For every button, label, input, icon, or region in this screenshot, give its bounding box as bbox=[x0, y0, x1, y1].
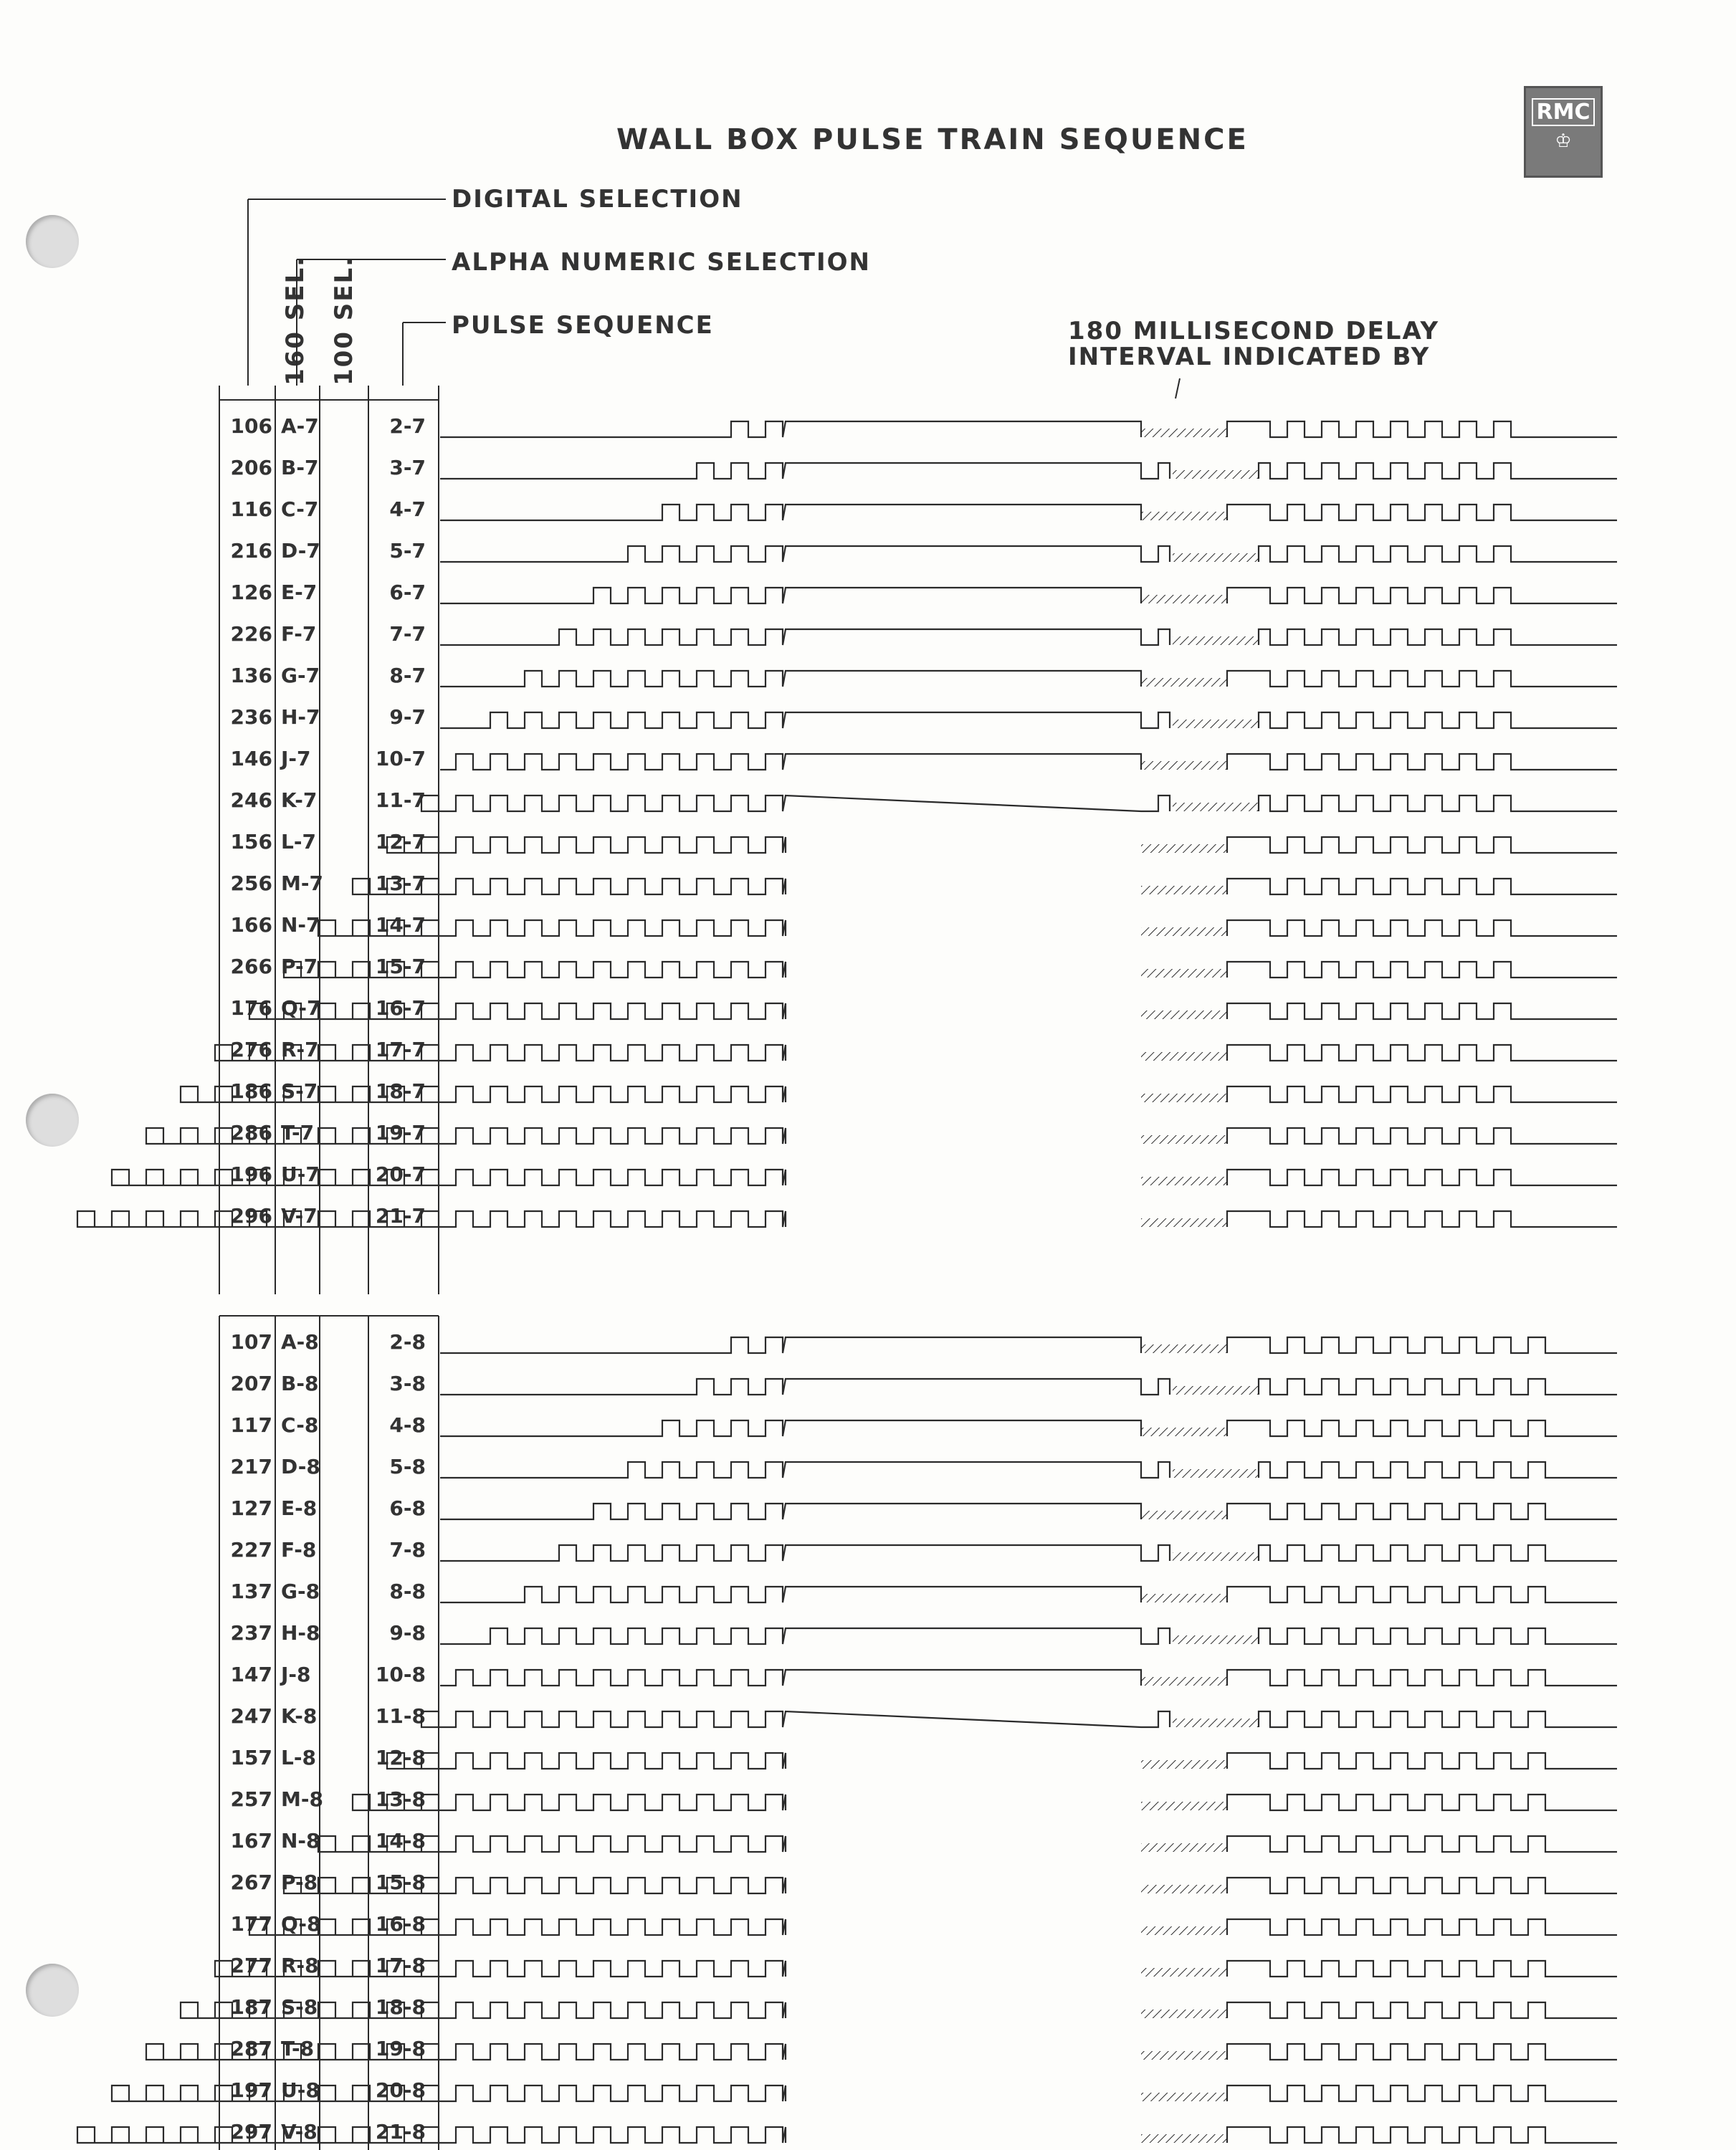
row-pulse-cell: 4-8 bbox=[389, 1413, 426, 1437]
logo-text: RMC bbox=[1532, 98, 1595, 126]
row-alpha-cell: D-8 bbox=[281, 1455, 320, 1478]
row-pulse-cell: 2-7 bbox=[389, 414, 426, 438]
row-pulse-cell: 21-8 bbox=[375, 2120, 426, 2144]
row-pulse-cell: 10-7 bbox=[375, 747, 426, 770]
row-digital-cell: 186 bbox=[230, 1079, 272, 1103]
delay-hatch bbox=[1141, 1843, 1227, 1852]
sel-100-header: 100 SEL. bbox=[330, 255, 358, 386]
row-alpha-cell: A-8 bbox=[281, 1330, 319, 1354]
row-pulse-cell: 3-8 bbox=[389, 1372, 426, 1395]
second-train-2-8 bbox=[1227, 1337, 1617, 1353]
pulse-train-8-8 bbox=[440, 1587, 1141, 1602]
delay-hatch bbox=[1173, 553, 1259, 562]
pulse-train-7-8 bbox=[440, 1545, 1170, 1561]
second-train-7-8 bbox=[1259, 1545, 1617, 1561]
second-train-5-7 bbox=[1259, 546, 1617, 562]
row-pulse-cell: 7-8 bbox=[389, 1538, 426, 1562]
delay-hatch bbox=[1141, 1218, 1227, 1227]
row-pulse-cell: 20-7 bbox=[375, 1162, 426, 1186]
row-alpha-cell: L-8 bbox=[281, 1746, 316, 1769]
pulse-train-11-8 bbox=[421, 1711, 1170, 1727]
delay-hatch bbox=[1173, 1719, 1259, 1727]
row-digital-cell: 196 bbox=[230, 1162, 272, 1186]
delay-hatch bbox=[1141, 1885, 1227, 1893]
row-digital-cell: 287 bbox=[230, 2037, 272, 2060]
row-pulse-cell: 16-7 bbox=[375, 996, 426, 1020]
row-digital-cell: 107 bbox=[230, 1330, 272, 1354]
row-alpha-cell: S-7 bbox=[281, 1079, 318, 1103]
pulse-train-12-8 bbox=[387, 1753, 786, 1769]
second-train-16-7 bbox=[1227, 1003, 1617, 1019]
pulse-train-10-8 bbox=[440, 1670, 1141, 1686]
delay-hatch bbox=[1173, 1469, 1259, 1478]
row-alpha-cell: R-7 bbox=[281, 1038, 319, 1061]
row-digital-cell: 207 bbox=[230, 1372, 272, 1395]
second-train-13-7 bbox=[1227, 879, 1617, 894]
row-pulse-cell: 6-7 bbox=[389, 580, 426, 604]
page-title: WALL BOX PULSE TRAIN SEQUENCE bbox=[616, 123, 1249, 156]
second-train-20-8 bbox=[1227, 2086, 1617, 2101]
row-alpha-cell: R-8 bbox=[281, 1954, 319, 1977]
row-digital-cell: 187 bbox=[230, 1995, 272, 2019]
delay-note-line2: INTERVAL INDICATED BY bbox=[1068, 343, 1431, 371]
pulse-train-4-7 bbox=[440, 505, 1141, 520]
delay-note-line1: 180 MILLISECOND DELAY bbox=[1068, 317, 1440, 345]
delay-hatch bbox=[1141, 927, 1227, 936]
row-alpha-cell: U-8 bbox=[281, 2078, 320, 2102]
row-digital-cell: 166 bbox=[230, 913, 272, 937]
second-train-15-8 bbox=[1227, 1878, 1617, 1893]
row-alpha-cell: B-8 bbox=[281, 1372, 319, 1395]
row-digital-cell: 117 bbox=[230, 1413, 272, 1437]
delay-hatch bbox=[1173, 720, 1259, 728]
alpha-numeric-header: ALPHA NUMERIC SELECTION bbox=[452, 248, 872, 277]
pulse-train-10-7 bbox=[440, 754, 1141, 770]
row-pulse-cell: 16-8 bbox=[375, 1912, 426, 1936]
delay-hatch bbox=[1141, 2134, 1227, 2143]
row-digital-cell: 267 bbox=[230, 1870, 272, 1894]
row-alpha-cell: T-7 bbox=[281, 1121, 315, 1145]
second-train-14-8 bbox=[1227, 1836, 1617, 1852]
row-pulse-cell: 15-8 bbox=[375, 1870, 426, 1894]
row-pulse-cell: 17-7 bbox=[375, 1038, 426, 1061]
second-train-16-8 bbox=[1227, 1919, 1617, 1935]
pulse-train-3-7 bbox=[440, 463, 1170, 479]
delay-hatch bbox=[1141, 969, 1227, 978]
row-digital-cell: 197 bbox=[230, 2078, 272, 2102]
pulse-sequence-header: PULSE SEQUENCE bbox=[452, 311, 714, 340]
row-digital-cell: 167 bbox=[230, 1829, 272, 1853]
row-digital-cell: 217 bbox=[230, 1455, 272, 1478]
second-train-8-7 bbox=[1227, 671, 1617, 687]
second-train-19-8 bbox=[1227, 2044, 1617, 2060]
pulse-train-19-8 bbox=[146, 2044, 786, 2060]
row-pulse-cell: 7-7 bbox=[389, 622, 426, 646]
second-train-13-8 bbox=[1227, 1795, 1617, 1810]
pulse-train-16-7 bbox=[249, 1003, 786, 1019]
delay-hatch bbox=[1173, 636, 1259, 645]
row-digital-cell: 256 bbox=[230, 871, 272, 895]
pulse-train-2-7 bbox=[440, 421, 1141, 437]
row-pulse-cell: 9-8 bbox=[389, 1621, 426, 1645]
pulse-train-5-8 bbox=[440, 1462, 1170, 1478]
second-train-10-8 bbox=[1227, 1670, 1617, 1686]
delay-hatch bbox=[1141, 512, 1227, 520]
pulse-train-6-7 bbox=[440, 588, 1141, 603]
row-digital-cell: 257 bbox=[230, 1787, 272, 1811]
row-pulse-cell: 8-7 bbox=[389, 664, 426, 687]
row-digital-cell: 137 bbox=[230, 1580, 272, 1603]
row-alpha-cell: K-8 bbox=[281, 1704, 318, 1728]
pulse-train-15-8 bbox=[284, 1878, 786, 1893]
row-digital-cell: 277 bbox=[230, 1954, 272, 1977]
row-pulse-cell: 4-7 bbox=[389, 497, 426, 521]
second-train-11-7 bbox=[1259, 796, 1617, 811]
row-digital-cell: 127 bbox=[230, 1496, 272, 1520]
row-pulse-cell: 21-7 bbox=[375, 1204, 426, 1228]
delay-hatch bbox=[1141, 1344, 1227, 1353]
delay-hatch bbox=[1141, 678, 1227, 687]
pulse-train-7-7 bbox=[440, 629, 1170, 645]
second-train-4-7 bbox=[1227, 505, 1617, 520]
pulse-train-21-8 bbox=[77, 2127, 786, 2143]
row-digital-cell: 237 bbox=[230, 1621, 272, 1645]
row-pulse-cell: 3-7 bbox=[389, 456, 426, 479]
row-alpha-cell: J-8 bbox=[281, 1663, 311, 1686]
pulse-train-2-8 bbox=[440, 1337, 1141, 1353]
pulse-train-5-7 bbox=[440, 546, 1170, 562]
row-pulse-cell: 10-8 bbox=[375, 1663, 426, 1686]
delay-hatch bbox=[1173, 1386, 1259, 1395]
delay-hatch bbox=[1141, 1177, 1227, 1185]
sel-160-header: 160 SEL. bbox=[281, 255, 310, 386]
row-pulse-cell: 15-7 bbox=[375, 955, 426, 978]
second-train-9-7 bbox=[1259, 712, 1617, 728]
row-pulse-cell: 13-7 bbox=[375, 871, 426, 895]
second-train-11-8 bbox=[1259, 1711, 1617, 1727]
delay-hatch bbox=[1141, 2010, 1227, 2018]
second-train-21-7 bbox=[1227, 1211, 1617, 1227]
row-digital-cell: 216 bbox=[230, 539, 272, 563]
row-digital-cell: 116 bbox=[230, 497, 272, 521]
row-digital-cell: 247 bbox=[230, 1704, 272, 1728]
row-digital-cell: 276 bbox=[230, 1038, 272, 1061]
second-train-6-8 bbox=[1227, 1504, 1617, 1519]
second-train-3-8 bbox=[1259, 1379, 1617, 1395]
row-digital-cell: 286 bbox=[230, 1121, 272, 1145]
pulse-train-19-7 bbox=[146, 1128, 786, 1144]
row-pulse-cell: 6-8 bbox=[389, 1496, 426, 1520]
row-alpha-cell: K-7 bbox=[281, 788, 318, 812]
row-digital-cell: 156 bbox=[230, 830, 272, 854]
row-alpha-cell: E-8 bbox=[281, 1496, 318, 1520]
row-alpha-cell: L-7 bbox=[281, 830, 316, 854]
row-digital-cell: 176 bbox=[230, 996, 272, 1020]
row-alpha-cell: N-8 bbox=[281, 1829, 320, 1853]
pulse-train-20-8 bbox=[112, 2086, 786, 2101]
row-digital-cell: 236 bbox=[230, 705, 272, 729]
row-alpha-cell: F-8 bbox=[281, 1538, 317, 1562]
row-alpha-cell: M-7 bbox=[281, 871, 323, 895]
row-alpha-cell: Q-7 bbox=[281, 996, 321, 1020]
row-pulse-cell: 18-7 bbox=[375, 1079, 426, 1103]
second-train-6-7 bbox=[1227, 588, 1617, 603]
row-alpha-cell: C-8 bbox=[281, 1413, 319, 1437]
pulse-train-3-8 bbox=[440, 1379, 1170, 1395]
row-alpha-cell: V-8 bbox=[281, 2120, 318, 2144]
second-train-21-8 bbox=[1227, 2127, 1617, 2143]
row-pulse-cell: 18-8 bbox=[375, 1995, 426, 2019]
second-train-20-7 bbox=[1227, 1170, 1617, 1185]
row-digital-cell: 177 bbox=[230, 1912, 272, 1936]
pulse-train-20-7 bbox=[112, 1170, 786, 1185]
row-alpha-cell: P-8 bbox=[281, 1870, 318, 1894]
row-pulse-cell: 8-8 bbox=[389, 1580, 426, 1603]
row-digital-cell: 136 bbox=[230, 664, 272, 687]
second-train-3-7 bbox=[1259, 463, 1617, 479]
row-alpha-cell: D-7 bbox=[281, 539, 320, 563]
row-alpha-cell: J-7 bbox=[281, 747, 311, 770]
pulse-train-13-8 bbox=[353, 1795, 786, 1810]
row-pulse-cell: 19-8 bbox=[375, 2037, 426, 2060]
delay-hatch bbox=[1141, 1968, 1227, 1977]
crown-icon: ♔ bbox=[1555, 130, 1572, 152]
delay-hatch bbox=[1141, 1594, 1227, 1602]
second-train-18-8 bbox=[1227, 2002, 1617, 2018]
second-train-9-8 bbox=[1259, 1628, 1617, 1644]
row-digital-cell: 227 bbox=[230, 1538, 272, 1562]
second-train-10-7 bbox=[1227, 754, 1617, 770]
delay-hatch bbox=[1141, 2093, 1227, 2101]
row-alpha-cell: U-7 bbox=[281, 1162, 320, 1186]
row-pulse-cell: 12-7 bbox=[375, 830, 426, 854]
pulse-train-21-7 bbox=[77, 1211, 786, 1227]
delay-hatch bbox=[1141, 1677, 1227, 1686]
row-alpha-cell: E-7 bbox=[281, 580, 318, 604]
second-train-7-7 bbox=[1259, 629, 1617, 645]
delay-hatch bbox=[1141, 761, 1227, 770]
row-digital-cell: 147 bbox=[230, 1663, 272, 1686]
row-pulse-cell: 20-8 bbox=[375, 2078, 426, 2102]
pulse-train-14-8 bbox=[318, 1836, 786, 1852]
second-train-17-8 bbox=[1227, 1961, 1617, 1977]
second-train-12-8 bbox=[1227, 1753, 1617, 1769]
delay-hatch bbox=[1141, 2051, 1227, 2060]
row-pulse-cell: 17-8 bbox=[375, 1954, 426, 1977]
delay-hatch bbox=[1141, 595, 1227, 603]
header-bracket-line-6 bbox=[1175, 378, 1180, 398]
row-pulse-cell: 13-8 bbox=[375, 1787, 426, 1811]
pulse-train-16-8 bbox=[249, 1919, 786, 1935]
delay-hatch bbox=[1173, 1552, 1259, 1561]
pulse-train-14-7 bbox=[318, 920, 786, 936]
row-alpha-cell: G-8 bbox=[281, 1580, 320, 1603]
pulse-train-6-8 bbox=[440, 1504, 1141, 1519]
row-alpha-cell: P-7 bbox=[281, 955, 318, 978]
second-train-8-8 bbox=[1227, 1587, 1617, 1602]
second-train-14-7 bbox=[1227, 920, 1617, 936]
pulse-train-12-7 bbox=[387, 837, 786, 853]
delay-hatch bbox=[1141, 429, 1227, 437]
row-digital-cell: 226 bbox=[230, 622, 272, 646]
pulse-train-18-8 bbox=[181, 2002, 786, 2018]
row-digital-cell: 297 bbox=[230, 2120, 272, 2144]
row-alpha-cell: M-8 bbox=[281, 1787, 323, 1811]
row-digital-cell: 296 bbox=[230, 1204, 272, 1228]
row-digital-cell: 157 bbox=[230, 1746, 272, 1769]
row-pulse-cell: 5-8 bbox=[389, 1455, 426, 1478]
second-train-4-8 bbox=[1227, 1420, 1617, 1436]
row-alpha-cell: F-7 bbox=[281, 622, 317, 646]
row-alpha-cell: H-8 bbox=[281, 1621, 320, 1645]
delay-hatch bbox=[1141, 1094, 1227, 1102]
delay-hatch bbox=[1141, 1428, 1227, 1436]
row-pulse-cell: 9-7 bbox=[389, 705, 426, 729]
row-alpha-cell: V-7 bbox=[281, 1204, 318, 1228]
row-alpha-cell: A-7 bbox=[281, 414, 319, 438]
row-pulse-cell: 11-8 bbox=[375, 1704, 426, 1728]
delay-hatch bbox=[1141, 1052, 1227, 1061]
second-train-15-7 bbox=[1227, 962, 1617, 978]
row-pulse-cell: 14-8 bbox=[375, 1829, 426, 1853]
second-train-12-7 bbox=[1227, 837, 1617, 853]
row-digital-cell: 106 bbox=[230, 414, 272, 438]
delay-hatch bbox=[1173, 803, 1259, 811]
row-pulse-cell: 2-8 bbox=[389, 1330, 426, 1354]
delay-hatch bbox=[1141, 1760, 1227, 1769]
second-train-2-7 bbox=[1227, 421, 1617, 437]
delay-hatch bbox=[1173, 1635, 1259, 1644]
row-digital-cell: 246 bbox=[230, 788, 272, 812]
row-pulse-cell: 19-7 bbox=[375, 1121, 426, 1145]
row-pulse-cell: 5-7 bbox=[389, 539, 426, 563]
pulse-train-13-7 bbox=[353, 879, 786, 894]
delay-hatch bbox=[1141, 1802, 1227, 1810]
row-digital-cell: 126 bbox=[230, 580, 272, 604]
delay-hatch bbox=[1173, 470, 1259, 479]
second-train-19-7 bbox=[1227, 1128, 1617, 1144]
pulse-train-18-7 bbox=[181, 1086, 786, 1102]
pulse-train-17-8 bbox=[215, 1961, 786, 1977]
delay-hatch bbox=[1141, 1010, 1227, 1019]
pulse-train-17-7 bbox=[215, 1045, 786, 1061]
delay-hatch bbox=[1141, 886, 1227, 894]
second-train-17-7 bbox=[1227, 1045, 1617, 1061]
delay-hatch bbox=[1141, 1135, 1227, 1144]
row-pulse-cell: 12-8 bbox=[375, 1746, 426, 1769]
digital-selection-header: DIGITAL SELECTION bbox=[452, 185, 743, 214]
row-pulse-cell: 11-7 bbox=[375, 788, 426, 812]
pulse-train-8-7 bbox=[440, 671, 1141, 687]
second-train-18-7 bbox=[1227, 1086, 1617, 1102]
row-alpha-cell: G-7 bbox=[281, 664, 320, 687]
second-train-5-8 bbox=[1259, 1462, 1617, 1478]
pulse-train-9-7 bbox=[440, 712, 1170, 728]
row-digital-cell: 146 bbox=[230, 747, 272, 770]
pulse-train-9-8 bbox=[440, 1628, 1170, 1644]
delay-hatch bbox=[1141, 844, 1227, 853]
row-alpha-cell: B-7 bbox=[281, 456, 319, 479]
row-alpha-cell: N-7 bbox=[281, 913, 320, 937]
row-alpha-cell: S-8 bbox=[281, 1995, 318, 2019]
delay-hatch bbox=[1141, 1511, 1227, 1519]
row-alpha-cell: C-7 bbox=[281, 497, 319, 521]
delay-hatch bbox=[1141, 1926, 1227, 1935]
row-alpha-cell: H-7 bbox=[281, 705, 320, 729]
row-alpha-cell: Q-8 bbox=[281, 1912, 321, 1936]
pulse-train-4-8 bbox=[440, 1420, 1141, 1436]
row-pulse-cell: 14-7 bbox=[375, 913, 426, 937]
row-digital-cell: 266 bbox=[230, 955, 272, 978]
row-digital-cell: 206 bbox=[230, 456, 272, 479]
pulse-train-15-7 bbox=[284, 962, 786, 978]
pulse-train-11-7 bbox=[421, 796, 1170, 811]
row-alpha-cell: T-8 bbox=[281, 2037, 315, 2060]
